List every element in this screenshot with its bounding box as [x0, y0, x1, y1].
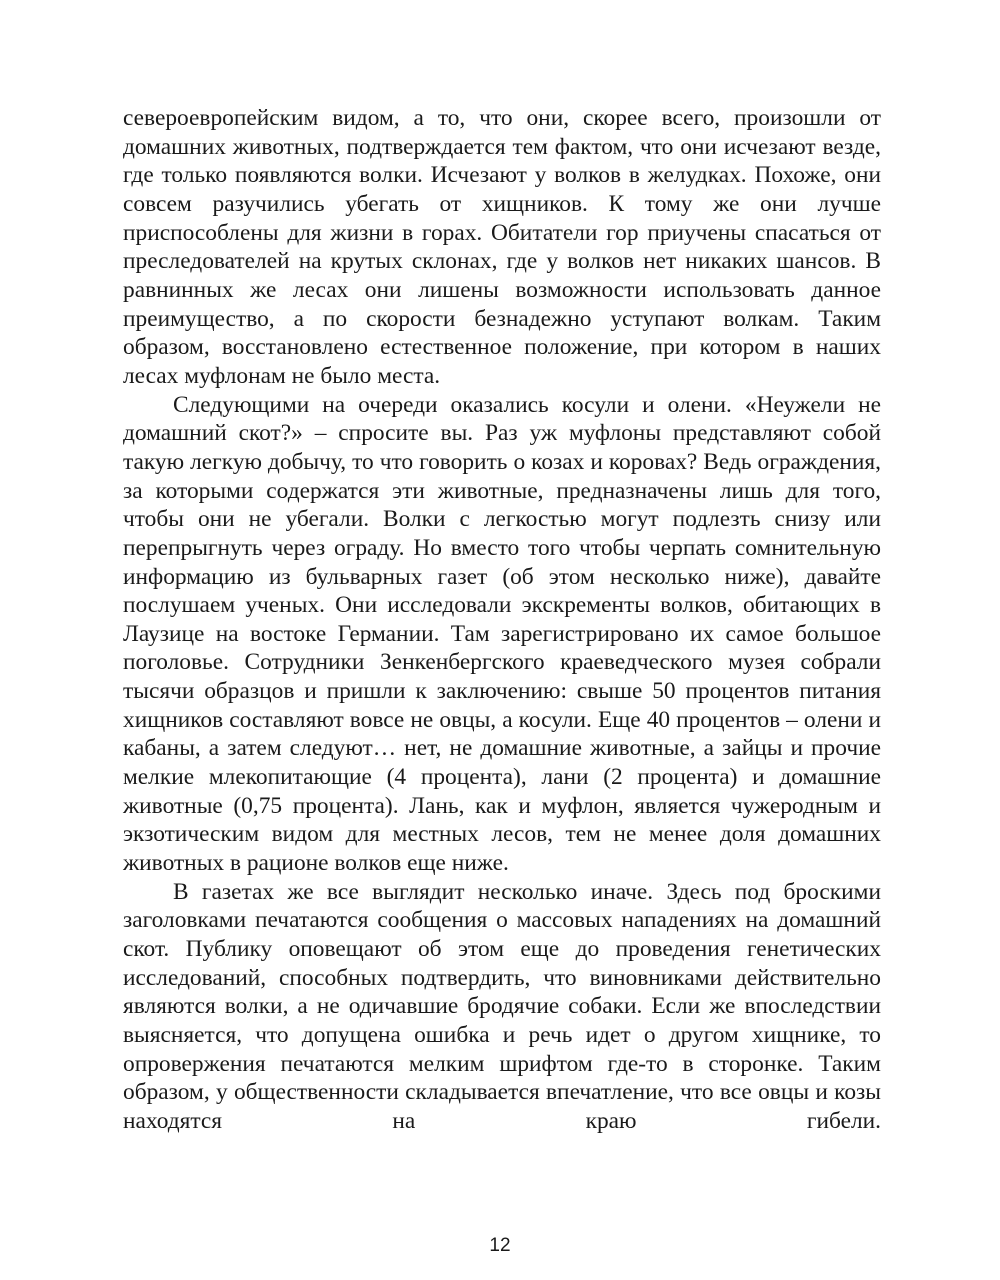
paragraph-2: Следующими на очереди оказались косули и олени. «Неужели не домашний скот?» – спросите вы. Раз уж муфлоны представляют собой такую легкую добычу, то что говорить о козах и коровах? Ведь ограждения, за которыми содержатся эти животные, предназначены лишь для того, чтобы они не убегали. Волки с легкостью могут подлезть снизу или перепрыгнуть через ограду. Но вместо того чтобы черпать сомнительную информацию из бульварных газет (об этом несколько ниже), давайте послушаем ученых. Они исследовали экскременты волков, обитающих в Лаузице на востоке Германии. Там зарегистрировано их самое большое поголовье. Сотрудники Зенкенбергского краеведческого музея собрали тысячи образцов и пришли к заключению: свыше 50 процентов питания хищников составляют вовсе не овцы, а косули. Еще 40 процентов – олени и кабаны, а затем следуют… нет, не домашние животные, а зайцы и прочие мелкие млекопитающие (4 процента), лани (2 процента) и домашние животные (0,75 процента). Лань, как и муфлон, является чужеродным и экзотическим видом для местных лесов, тем не менее доля домашних животных в рационе волков еще ниже. — [123, 391, 881, 877]
body-text — [123, 104, 881, 1136]
paragraph-3: В газетах же все выглядит несколько иначе. Здесь под броскими заголовками печатаются сообщения о массовых нападениях на домашний скот. Публику оповещают об этом еще до проведения генетических исследований, способных подтвердить, что виновниками действительно являются волки, а не одичавшие бродячие собаки. Если же впоследствии выясняется, что допущена ошибка и речь идет о другом хищнике, то опровержения печатаются мелким шрифтом где-то в сторонке. Таким образом, у общественности складывается впечатление, что все овцы и козы находятся на краю гибели. — [123, 878, 881, 1134]
paragraph-1: североевропейским видом, а то, что они, скорее всего, произошли от домашних животных, подтверждается тем фактом, что они исчезают везде, где только появляются волки. Исчезают у волков в желудках. Похоже, они совсем разучились убегать от хищников. К тому же они лучше приспособлены для жизни в горах. Обитатели гор приучены спасаться от преследователей на крутых склонах, где у волков нет никаких шансов. В равнинных же лесах они лишены возможности использовать данное преимущество, а по скорости безнадежно уступают волкам. Таким образом, восстановлено естественное положение, при котором в наших лесах муфлонам не было места. — [123, 105, 881, 389]
page-number: 12 — [489, 1235, 511, 1256]
